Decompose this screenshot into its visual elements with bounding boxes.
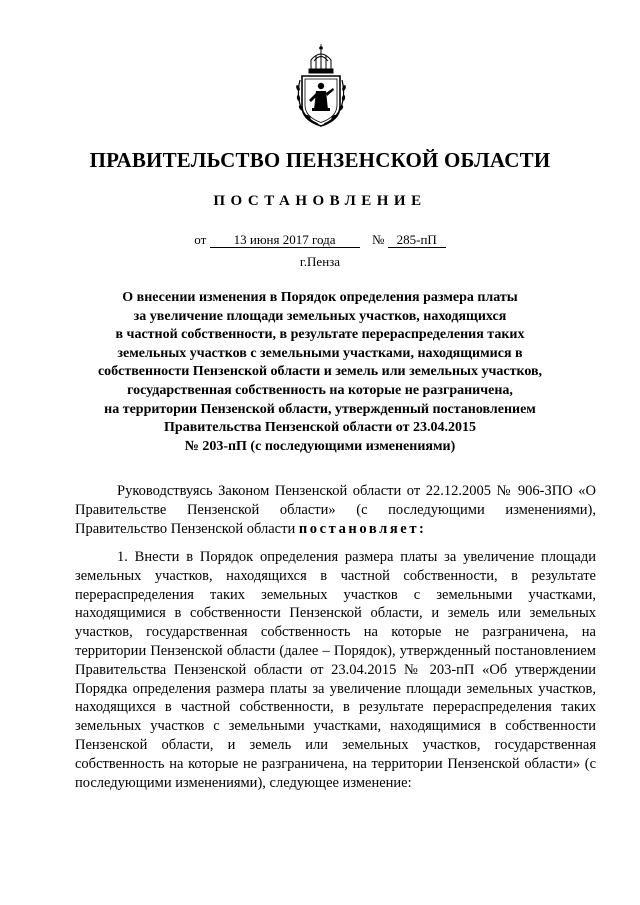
subject-line: № 203-пП (с последующими изменениями) bbox=[184, 438, 456, 454]
government-title: ПРАВИТЕЛЬСТВО ПЕНЗЕНСКОЙ ОБЛАСТИ bbox=[89, 148, 551, 172]
preamble-text: Руководствуясь Законом Пензенской области от 22.12.2005 № 906-ЗПО «О Правительстве Пензенской области» (с последующими изменениями), Правительство Пензенской области bbox=[75, 483, 596, 537]
subject-line: земельных участков с земельными участками, находящимися в bbox=[117, 345, 523, 361]
subject-line: Правительства Пензенской области от 23.04.2015 bbox=[164, 420, 476, 436]
decree-word: постановляет: bbox=[298, 520, 427, 537]
preamble-paragraph bbox=[75, 482, 596, 538]
coat-of-arms-emblem bbox=[294, 44, 348, 128]
subject-line: собственности Пензенской области и земель или земельных участков, bbox=[97, 364, 543, 380]
city-name: г.Пенза bbox=[299, 254, 341, 269]
subject-line: на территории Пензенской области, утвержденный постановлением bbox=[104, 401, 536, 417]
document-number: 285-пП bbox=[388, 233, 446, 248]
document-date: 13 июня 2017 года bbox=[210, 233, 360, 248]
date-prefix: от bbox=[194, 232, 207, 247]
subject-line: государственная собственность на которые не разграничена, bbox=[127, 382, 513, 398]
subject-line: в частной собственности, в результате перераспределения таких bbox=[115, 327, 525, 343]
item-1-paragraph: 1. Внести в Порядок определения размера платы за увеличение площади земельных участков, находящихся в частной собственности, в результате перераспределения таких земельных участков с земельными участками, находящимися в собственности Пензенской области, и земель или земельных участков, государственная собственность на которые не разграничена, на территории Пензенской области (далее – Порядок), утвержденный постановлением Правительства Пензенской области от 23.04.2015 № 203-пП «Об утверждении Порядка определения размера платы за увеличение площади земельных участков, находящихся в частной собственности, в результате перераспределения таких земельных участков с земельными участками, находящимися в собственности Пензенской области, и земель или земельных участков, государственная собственность на которые не разграничена, на территории Пензенской области» (с последующими изменениями), следующее изменение: bbox=[75, 549, 596, 791]
document-type-heading: ПОСТАНОВЛЕНИЕ bbox=[213, 193, 427, 209]
number-prefix: № bbox=[372, 232, 385, 247]
subject-line: О внесении изменения в Порядок определения размера платы bbox=[122, 290, 518, 305]
document-subject bbox=[60, 289, 580, 456]
subject-line: за увеличение площади земельных участков, находящихся bbox=[133, 308, 507, 324]
date-number-line bbox=[0, 232, 640, 248]
